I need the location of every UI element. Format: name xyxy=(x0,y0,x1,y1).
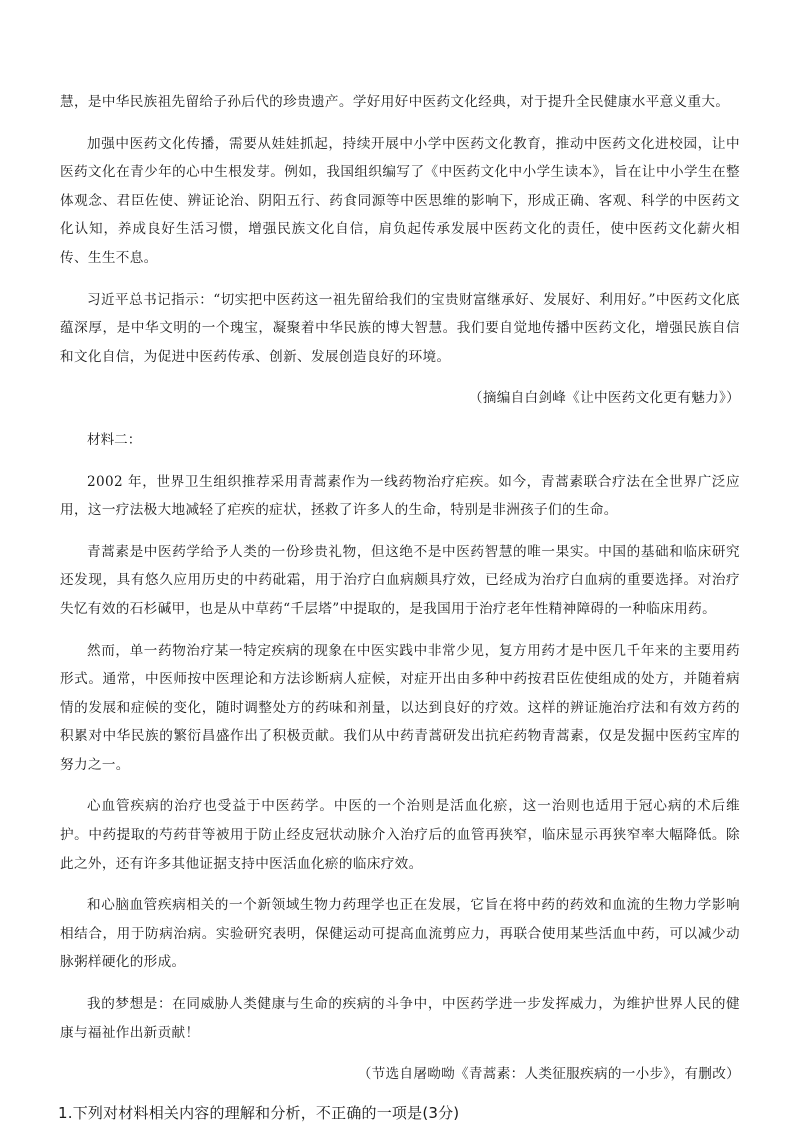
paragraph: 慧，是中华民族祖先留给子孙后代的珍贵遗产。学好用好中医药文化经典，对于提升全民健康水平意义重大。 xyxy=(60,94,730,110)
paragraph: 2002 年，世界卫生组织推荐采用青蒿素作为一线药物治疗疟疾。如今，青蒿素联合疗法在全世界广泛应用，这一疗法极大地减轻了疟疾的症状，拯救了许多人的生命，特别是非洲孩子们的生命。 xyxy=(60,473,740,519)
source-citation: （摘编自白剑峰《让中医药文化更有魅力》） xyxy=(468,390,740,407)
paragraph: 习近平总书记指示：“切实把中医药这一祖先留给我们的宝贵财富继承好、发展好、利用好。”中医药文化底蕴深厚，是中华文明的一个瑰宝，凝聚着中华民族的博大智慧。我们要自觉地传播中医药文化，增强民族自信和文化自信，为促进中医药传承、创新、发展创造良好的环境。 xyxy=(60,291,740,365)
paragraph: 然而，单一药物治疗某一特定疾病的现象在中医实践中非常少见，复方用药才是中医几千年来的主要用药形式。通常，中医师按中医理论和方法诊断病人症候，对症开出由多种中药按君臣佐使组成的处方，并随着病情的发展和症候的变化，随时调整处方的药味和剂量，以达到良好的疗效。这样的辨证施治疗法和有效方药的积累对中华民族的繁衍昌盛作出了积极贡献。我们从中药青蒿研发出抗疟药物青蒿素，仅是发掘中医药宝库的努力之一。 xyxy=(60,642,740,773)
material-label: 材料二： xyxy=(87,431,142,448)
paragraph: 心血管疾病的治疗也受益于中医药学。中医的一个治则是活血化瘀，这一治则也适用于冠心病的术后维护。中药提取的芍药苷等被用于防止经皮冠状动脉介入治疗后的血管再狭窄，临床显示再狭窄率大幅降低。除此之外，还有许多其他证据支持中医活血化瘀的临床疗效。 xyxy=(60,798,740,872)
source-citation: （节选自屠呦呦《青蒿素：人类征服疾病的一小步》，有删改） xyxy=(357,1066,740,1083)
paragraph: 我的梦想是：在同威胁人类健康与生命的疾病的斗争中，中医药学进一步发挥威力，为维护世界人民的健康与福祉作出新贡献！ xyxy=(60,996,740,1041)
question-stem: 1.下列对材料相关内容的理解和分析，不正确的一项是(3分) xyxy=(58,1103,460,1122)
document-body xyxy=(60,88,740,1127)
paragraph: 和心脑血管疾病相关的一个新领域生物力药理学也正在发展，它旨在将中药的药效和血流的生物力学影响相结合，用于防病治病。实验研究表明，保健运动可提高血流剪应力，再联合使用某些活血中药，可以减少动脉粥样硬化的形成。 xyxy=(60,897,740,971)
paragraph: 青蒿素是中医药学给予人类的一份珍贵礼物，但这绝不是中医药智慧的唯一果实。中国的基础和临床研究还发现，具有悠久应用历史的中药砒霜，用于治疗白血病颇具疗效，已经成为治疗白血病的重要选择。对治疗失忆有效的石杉碱甲，也是从中草药“千层塔”中提取的，是我国用于治疗老年性精神障碍的一种临床用药。 xyxy=(60,543,740,617)
paragraph: 加强中医药文化传播，需要从娃娃抓起，持续开展中小学中医药文化教育，推动中医药文化进校园，让中医药文化在青少年的心中生根发芽。例如，我国组织编写了《中医药文化中小学生读本》，旨在让中小学生在整体观念、君臣佐使、辨证论治、阴阳五行、药食同源等中医思维的影响下，形成正确、客观、科学的中医药文化认知，养成良好生活习惯，增强民族文化自信，肩负起传承发展中医药文化的责任，使中医药文化薪火相传、生生不息。 xyxy=(60,135,740,266)
